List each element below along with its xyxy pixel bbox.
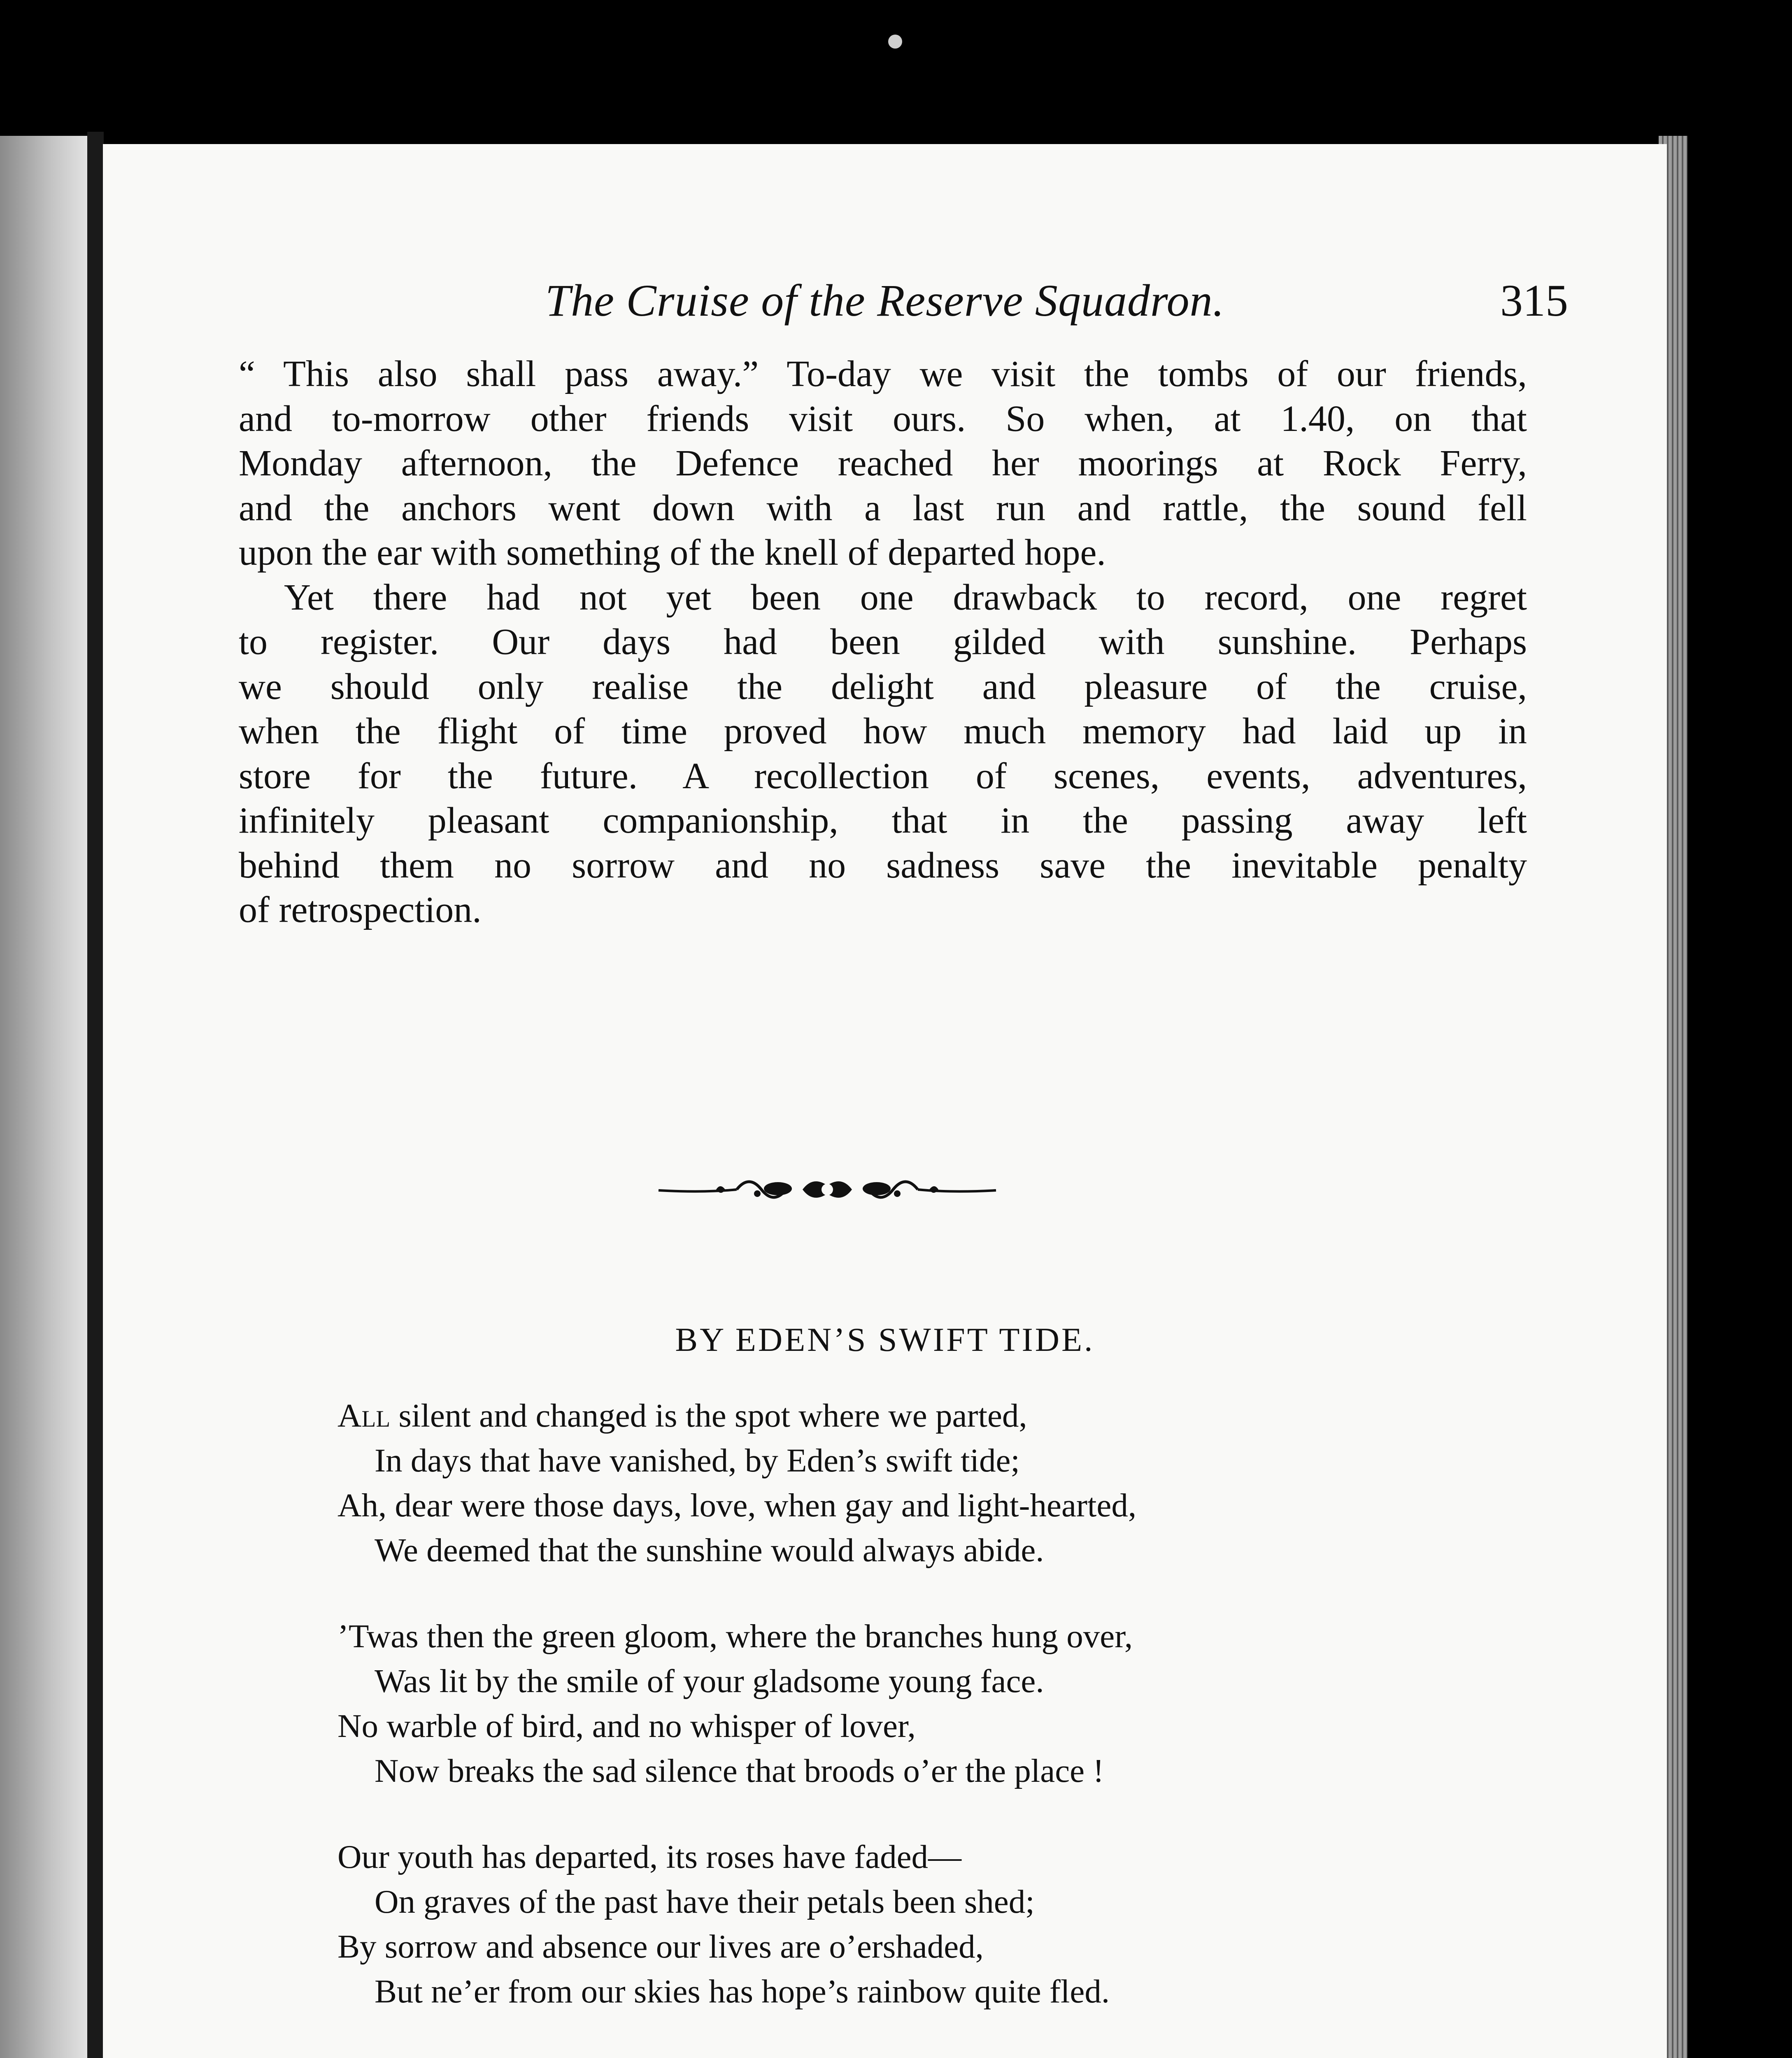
poem-line: Our youth has departed, its roses have faded—: [337, 1838, 962, 1875]
page-header: [103, 272, 1667, 329]
stanza-2: [337, 1614, 1531, 1793]
prose-line: “ This also shall pass away.” To-day we visit the tombs of our friends,: [239, 354, 1527, 394]
prose-line: and to-morrow other friends visit ours. So when, at 1.40, on that: [239, 398, 1527, 439]
prose-line: of retrospection.: [239, 889, 482, 930]
decorative-ornament-icon: [654, 1169, 1000, 1210]
prose-line: we should only realise the delight and pleasure of the cruise,: [239, 666, 1527, 707]
paragraph-2: [239, 575, 1527, 933]
poem-line: On graves of the past have their petals been shed;: [375, 1883, 1035, 1920]
poem-line: In days that have vanished, by Eden’s swift tide;: [375, 1442, 1020, 1479]
stanza-1: [337, 1393, 1531, 1573]
poem-line: Now breaks the sad silence that broods o’er the place !: [375, 1752, 1104, 1789]
prose-line: and the anchors went down with a last run and rattle, the sound fell: [239, 487, 1527, 528]
prose-line: upon the ear with something of the knell of departed hope.: [239, 532, 1106, 573]
running-title: The Cruise of the Reserve Squadron.: [545, 275, 1225, 326]
stanza-3: [337, 1835, 1531, 2014]
prose-section: [239, 352, 1527, 933]
poem-line: No warble of bird, and no whisper of lover,: [337, 1707, 916, 1744]
page-number: 315: [1500, 275, 1568, 326]
stanza-4: [337, 2055, 1531, 2058]
poem-line: Was lit by the smile of your gladsome young face.: [375, 1662, 1044, 1699]
prose-line: behind them no sorrow and no sadness save the inevitable penalty: [239, 845, 1527, 886]
poem-line: Ah, dear were those days, love, when gay and light-hearted,: [337, 1487, 1137, 1524]
poem-title: BY EDEN’S SWIFT TIDE.: [675, 1321, 1095, 1358]
book-page: [103, 144, 1667, 2058]
prose-line: to register. Our days had been gilded with sunshine. Perhaps: [239, 622, 1527, 662]
facing-page-edge: [0, 136, 95, 2058]
poem-line: By sorrow and absence our lives are o’ershaded,: [337, 1928, 984, 1965]
prose-line: infinitely pleasant companionship, that in the passing away left: [239, 800, 1527, 841]
prose-line: when the flight of time proved how much memory had laid up in: [239, 711, 1527, 752]
book-gutter: [87, 132, 104, 2058]
poem-body: [337, 1393, 1531, 2058]
poem-line: [337, 1393, 1531, 1438]
poem-line: ’Twas then the green gloom, where the branches hung over,: [337, 1618, 1133, 1655]
prose-line: Yet there had not yet been one drawback to record, one regret: [284, 577, 1527, 618]
prose-line: Monday afternoon, the Defence reached her moorings at Rock Ferry,: [239, 443, 1527, 484]
prose-line: store for the future. A recollection of scenes, events, adventures,: [239, 755, 1527, 796]
scan-speck: [888, 35, 902, 49]
drop-word: All: [337, 1397, 391, 1434]
poem-line: But ne’er from our skies has hope’s rainbow quite fled.: [375, 1973, 1110, 2010]
poem-line: We deemed that the sunshine would always abide.: [375, 1532, 1044, 1569]
paragraph-1: [239, 352, 1527, 575]
poem-line: [337, 2055, 1531, 2058]
poem-line-text: silent and changed is the spot where we parted,: [398, 1397, 1027, 1434]
